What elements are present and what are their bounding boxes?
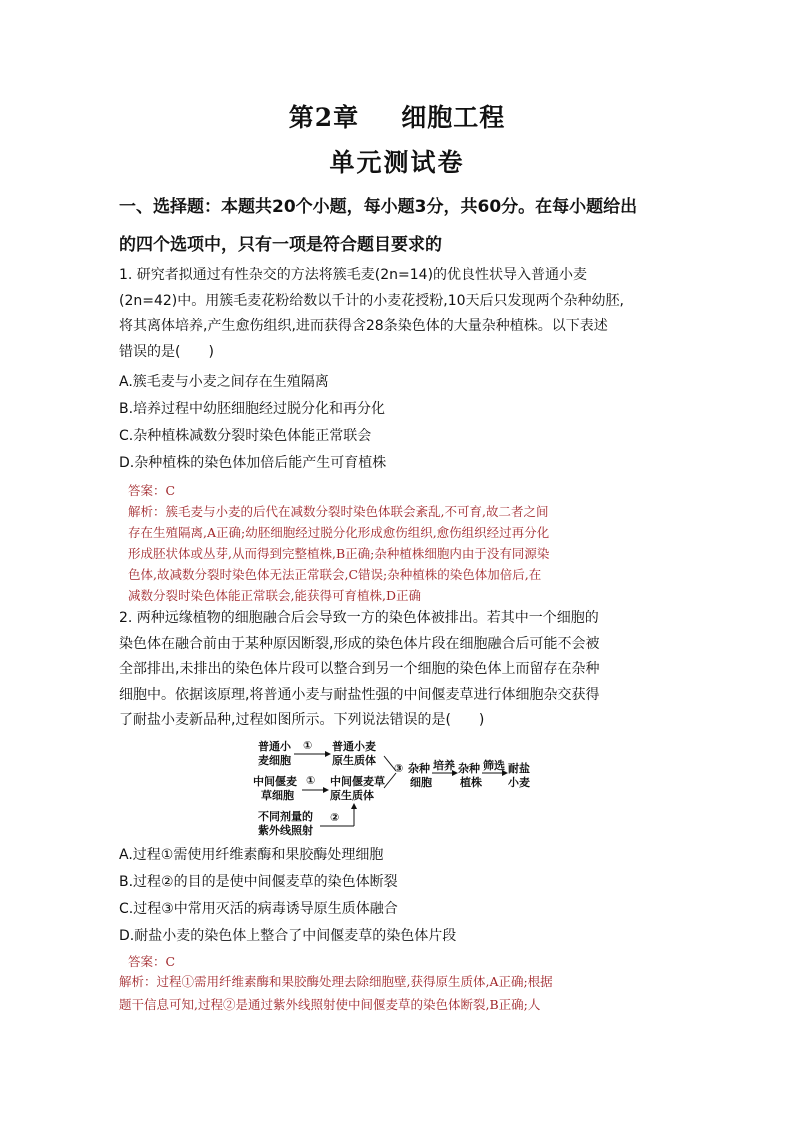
q1-option-d: D.杂种植株的染色体加倍后能产生可育植株 xyxy=(119,455,387,471)
diagram-step-3: ③ xyxy=(394,762,404,775)
chapter-title: 细胞工程 xyxy=(401,103,506,132)
diagram-culture: 培养 xyxy=(433,759,455,772)
q2-exp-line-2: 题干信息可知,过程②是通过紫外线照射使中间偃麦草的染色体断裂,B正确;人 xyxy=(119,997,541,1012)
q2-option-a: A.过程①需使用纤维素酶和果胶酶处理细胞 xyxy=(119,847,384,863)
q2-option-b: B.过程②的目的是使中间偃麦草的染色体断裂 xyxy=(119,874,398,890)
question-2-stem xyxy=(119,606,679,734)
diagram-hybrid-cell-1: 杂种 xyxy=(408,762,430,775)
protoplast-fusion-diagram xyxy=(250,738,530,838)
diagram-wheat-protoplast-2: 原生质体 xyxy=(332,754,376,767)
q1-option-b: B.培养过程中幼胚细胞经过脱分化和再分化 xyxy=(119,401,386,417)
q1-answer: 答案：C xyxy=(128,483,176,498)
brace-lower xyxy=(384,773,396,788)
section-line-1: 一、选择题：本题共20个小题，每小题3分，共60分。在每小题给出 xyxy=(119,197,638,217)
diagram-screen: 筛选 xyxy=(483,759,505,772)
q2-line-1: 2. 两种远缘植物的细胞融合后会导致一方的染色体被排出。若其中一个细胞的 xyxy=(119,610,599,626)
q1-exp-line-2: 存在生殖隔离,A正确;幼胚细胞经过脱分化形成愈伤组织,愈伤组织经过再分化 xyxy=(128,525,550,540)
q1-line-4: 错误的是( ) xyxy=(119,343,214,360)
q2-exp-line-1: 解析：过程①需用纤维素酶和果胶酶处理去除细胞壁,获得原生质体,A正确;根据 xyxy=(119,974,553,989)
diagram-step-1b: ① xyxy=(306,774,316,787)
q1-line-3: 将其离体培养,产生愈伤组织,进而获得含28条染色体的大量杂种植株。以下表述 xyxy=(119,318,608,334)
q1-exp-line-4: 色体,故减数分裂时染色体无法正常联会,C错误;杂种植株的染色体加倍后,在 xyxy=(128,567,542,582)
diagram-wheat-cell-1: 普通小 xyxy=(258,740,291,753)
q1-option-c: C.杂种植株减数分裂时染色体能正常联会 xyxy=(119,428,372,444)
diagram-grass-protoplast-1: 中间偃麦草 xyxy=(330,775,385,788)
q2-line-4: 细胞中。依据该原理,将普通小麦与耐盐性强的中间偃麦草进行体细胞杂交获得 xyxy=(119,686,600,703)
diagram-wheat-cell-2: 麦细胞 xyxy=(258,754,291,767)
q1-exp-line-3: 形成胚状体或丛芽,从而得到完整植株,B正确;杂种植株细胞内由于没有同源染 xyxy=(128,546,550,561)
question-1-stem xyxy=(119,263,679,365)
q2-option-d: D.耐盐小麦的染色体上整合了中间偃麦草的染色体片段 xyxy=(119,928,457,944)
test-subtitle: 单元测试卷 xyxy=(329,148,465,177)
chapter-heading xyxy=(0,98,794,134)
diagram-salt-wheat-2: 小麦 xyxy=(508,776,530,789)
chapter-number: 第2章 xyxy=(288,103,360,132)
section-line-2: 的四个选项中，只有一项是符合题目要求的 xyxy=(119,235,442,255)
q1-exp-line-1: 解析：簇毛麦与小麦的后代在减数分裂时染色体联会紊乱,不可育,故二者之间 xyxy=(128,504,549,519)
q2-line-5: 了耐盐小麦新品种,过程如图所示。下列说法错误的是( ) xyxy=(119,712,485,728)
q1-option-a: A.簇毛麦与小麦之间存在生殖隔离 xyxy=(119,374,329,390)
q2-explanation xyxy=(119,970,675,1016)
q1-explanation xyxy=(128,501,673,606)
q1-exp-line-5: 减数分裂时染色体能正常联会,能获得可育植株,D正确 xyxy=(128,588,421,603)
diagram-grass-protoplast-2: 原生质体 xyxy=(330,789,374,802)
diagram-grass-cell-1: 中间偃麦 xyxy=(253,775,297,788)
q1-line-2: (2n=42)中。用簇毛麦花粉给数以千计的小麦花授粉,10天后只发现两个杂种幼胚, xyxy=(119,292,624,309)
diagram-step-2: ② xyxy=(330,811,340,824)
q1-line-1: 1. 研究者拟通过有性杂交的方法将簇毛麦(2n=14)的优良性状导入普通小麦 xyxy=(119,267,588,283)
diagram-uv-1: 不同剂量的 xyxy=(258,810,313,823)
q2-answer: 答案：C xyxy=(128,954,176,969)
q2-line-2: 染色体在融合前由于某种原因断裂,形成的染色体片段在细胞融合后可能不会被 xyxy=(119,635,600,652)
diagram-hybrid-cell-2: 细胞 xyxy=(410,776,432,789)
diagram-hybrid-plant-1: 杂种 xyxy=(458,762,480,775)
diagram-uv-2: 紫外线照射 xyxy=(258,824,313,837)
diagram-salt-wheat-1: 耐盐 xyxy=(508,762,530,775)
q2-option-c: C.过程③中常用灭活的病毒诱导原生质体融合 xyxy=(119,901,398,917)
section-heading xyxy=(119,188,679,264)
q2-line-3: 全部排出,未排出的染色体片段可以整合到另一个细胞的染色体上而留存在杂种 xyxy=(119,661,600,677)
diagram-wheat-protoplast-1: 普通小麦 xyxy=(332,740,376,753)
diagram-step-1: ① xyxy=(303,739,313,752)
diagram-grass-cell-2: 草细胞 xyxy=(261,789,294,802)
diagram-hybrid-plant-2: 植株 xyxy=(460,776,482,789)
